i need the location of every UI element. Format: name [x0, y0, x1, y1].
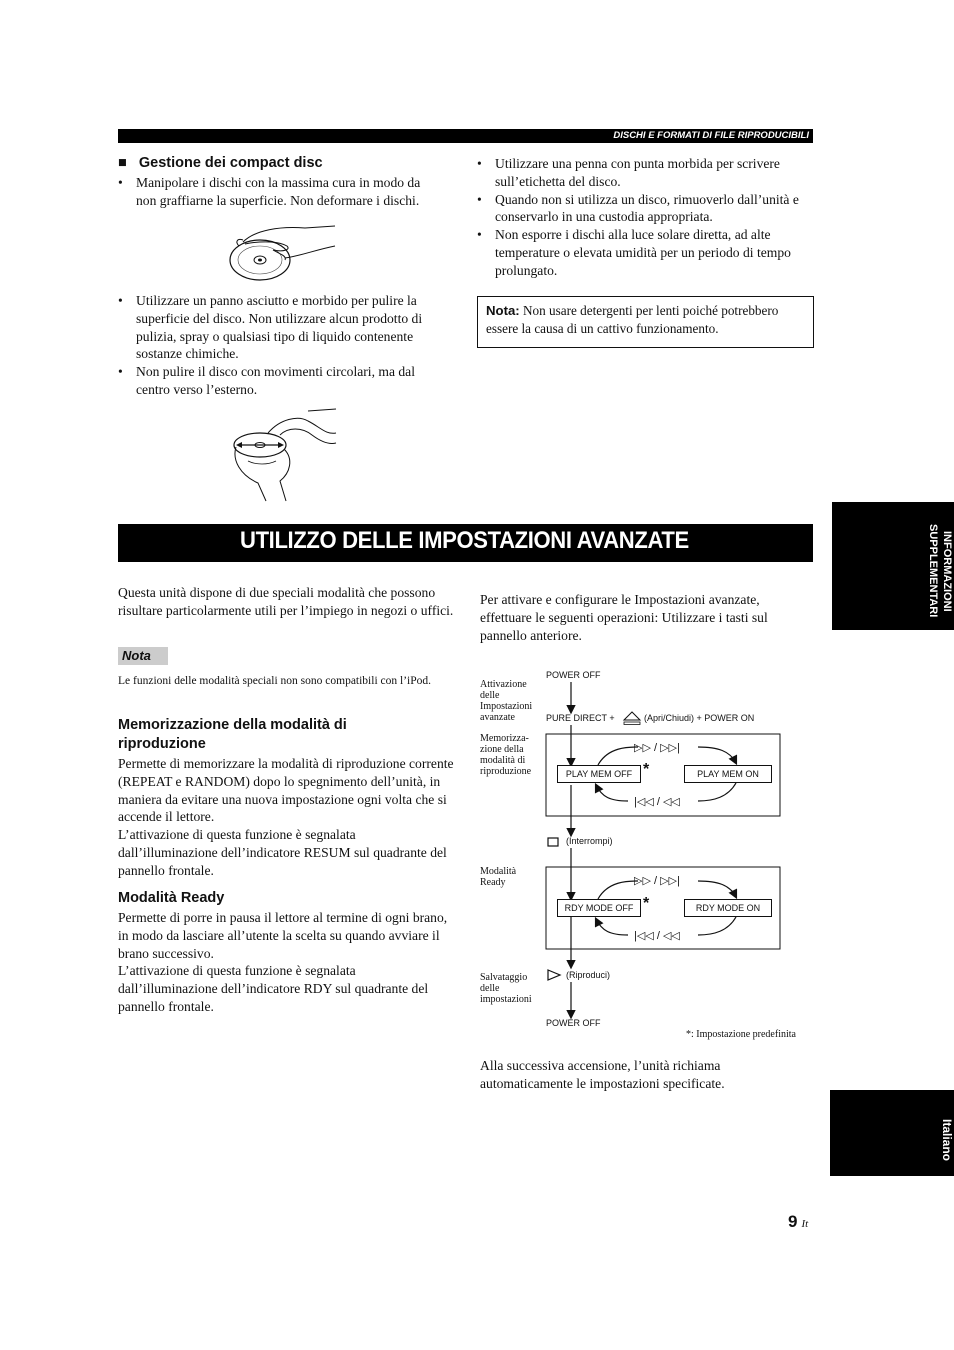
ready-paragraph-1: Permette di porre in pausa il lettore al termine di ogni brano, in modo da lasciare all’utente la scelta su quando avviare il brano successivo.: [118, 910, 448, 961]
mem-paragraph-2: L’attivazione di questa funzione è segnalata dall’illuminazione dell’indicatore RESUM sul quadrante del pannello frontale.: [118, 827, 447, 878]
eject-icon: [624, 712, 640, 720]
stop-label: (Interrompi): [566, 836, 613, 846]
section-header-bar: [118, 129, 813, 143]
list-item: • Utilizzare un panno asciutto e morbido per pulire la superficie del disco. Non utilizzare alcun prodotto di pulizia, spray o qualsiasi tipo di liquido contenente sostanze chimiche.: [118, 293, 423, 362]
power-off-bottom: POWER OFF: [546, 1018, 601, 1028]
rdy-on-box: RDY MODE ON: [684, 899, 772, 917]
list-item: • Quando non si utilizza un disco, rimuoverlo dall’unità e conservarlo in una custodia appropriata.: [477, 191, 799, 225]
nota-label-box: Nota: [118, 647, 168, 665]
pure-direct-label: PURE DIRECT +: [546, 713, 615, 723]
list-item: • Utilizzare una penna con punta morbida per scrivere sull’etichetta del disco.: [477, 156, 780, 189]
skip-forward-top: ▷▷ / ▷▷|: [634, 742, 680, 754]
skip-back-top: |◁◁ / ◁◁: [634, 796, 680, 808]
page-title: UTILIZZO DELLE IMPOSTAZIONI AVANZATE: [240, 527, 689, 554]
cd-care-left-list-2: [118, 292, 443, 399]
skip-back-bottom: |◁◁ / ◁◁: [634, 930, 680, 942]
section-title: DISCHI E FORMATI DI FILE RIPRODUCIBILI: [613, 130, 809, 141]
list-item: • Non esporre i dischi alla luce solare diretta, ad alte temperature o elevata umidità per un periodo di tempo prolungato.: [477, 227, 791, 278]
note-label: Nota:: [486, 303, 520, 318]
label-ready: Modalità Ready: [480, 866, 517, 888]
rdy-off-box: RDY MODE OFF: [557, 899, 641, 917]
page-number: 9 It: [788, 1212, 809, 1231]
nota-text: Le funzioni delle modalità speciali non sono compatibili con l’iPod.: [118, 675, 431, 687]
skip-forward-bottom: ▷▷ / ▷▷|: [634, 875, 680, 887]
note-text: Non usare detergenti per lenti poiché potrebbero essere la causa di un cattivo funzionamento.: [486, 303, 779, 336]
closing-paragraph: Alla successiva accensione, l’unità richiama automaticamente le impostazioni specificate.: [480, 1058, 725, 1091]
play-label: (Riproduci): [566, 970, 611, 980]
stop-icon: [548, 838, 558, 846]
ready-paragraph-2: L’attivazione di questa funzione è segnalata dall’illuminazione dell’indicatore RDY sul quadrante del pannello frontale.: [118, 963, 429, 1014]
heading-marker: ■: [118, 155, 127, 171]
play-mem-off-box: PLAY MEM OFF: [557, 765, 641, 783]
open-close-label: (Apri/Chiudi) + POWER ON: [644, 713, 755, 723]
side-tab-language[interactable]: Italiano: [830, 1090, 954, 1176]
intro-paragraph: Questa unità dispone di due speciali modalità che possono risultare particolarmente utili per l’impiego in negozi o uffici.: [118, 585, 454, 618]
disc-handling-illustration: [225, 220, 340, 285]
disc-cleaning-illustration: [228, 405, 340, 503]
default-note: *: Impostazione predefinita: [686, 1029, 796, 1040]
right-intro: Per attivare e configurare le Impostazioni avanzate, effettuare le seguenti operazioni: Utilizzare i tasti sul pannello anteriore.: [480, 592, 768, 643]
mem-heading: Memorizzazione della modalità di riproduzione: [118, 717, 347, 752]
default-asterisk: *: [643, 761, 650, 778]
settings-flow-diagram: [478, 665, 818, 1045]
main-title-bar: [118, 524, 813, 562]
list-item: • Manipolare i dischi con la massima cura in modo da non graffiarne la superficie. Non deformare i dischi.: [118, 175, 421, 208]
default-asterisk-2: *: [643, 895, 650, 912]
mem-paragraph-1: Permette di memorizzare la modalità di riproduzione corrente (REPEAT e RANDOM) dopo lo spegnimento dell’unità, in maniera da evitare una nuova impostazione ogni volta che si accende il lettore.: [118, 756, 454, 825]
label-save: Salvataggio delle impostazioni: [480, 972, 532, 1005]
play-mem-on-box: PLAY MEM ON: [684, 765, 772, 783]
play-icon: [548, 970, 560, 980]
ready-heading: Modalità Ready: [118, 890, 225, 906]
cd-care-heading: ■ Gestione dei compact disc: [118, 155, 323, 171]
label-activate: Attivazione delle Impostazioni avanzate: [480, 679, 533, 723]
power-off-top: POWER OFF: [546, 670, 601, 680]
cd-care-left-list: [118, 174, 443, 210]
side-tab-info[interactable]: INFORMAZIONI SUPPLEMENTARI: [832, 502, 954, 630]
note-box: [477, 296, 814, 348]
cd-care-right-list: [477, 155, 812, 280]
label-memorize: Memorizza-zione della modalità di riproduzione: [480, 733, 532, 777]
list-item: • Non pulire il disco con movimenti circolari, ma dal centro verso l’esterno.: [118, 364, 415, 397]
